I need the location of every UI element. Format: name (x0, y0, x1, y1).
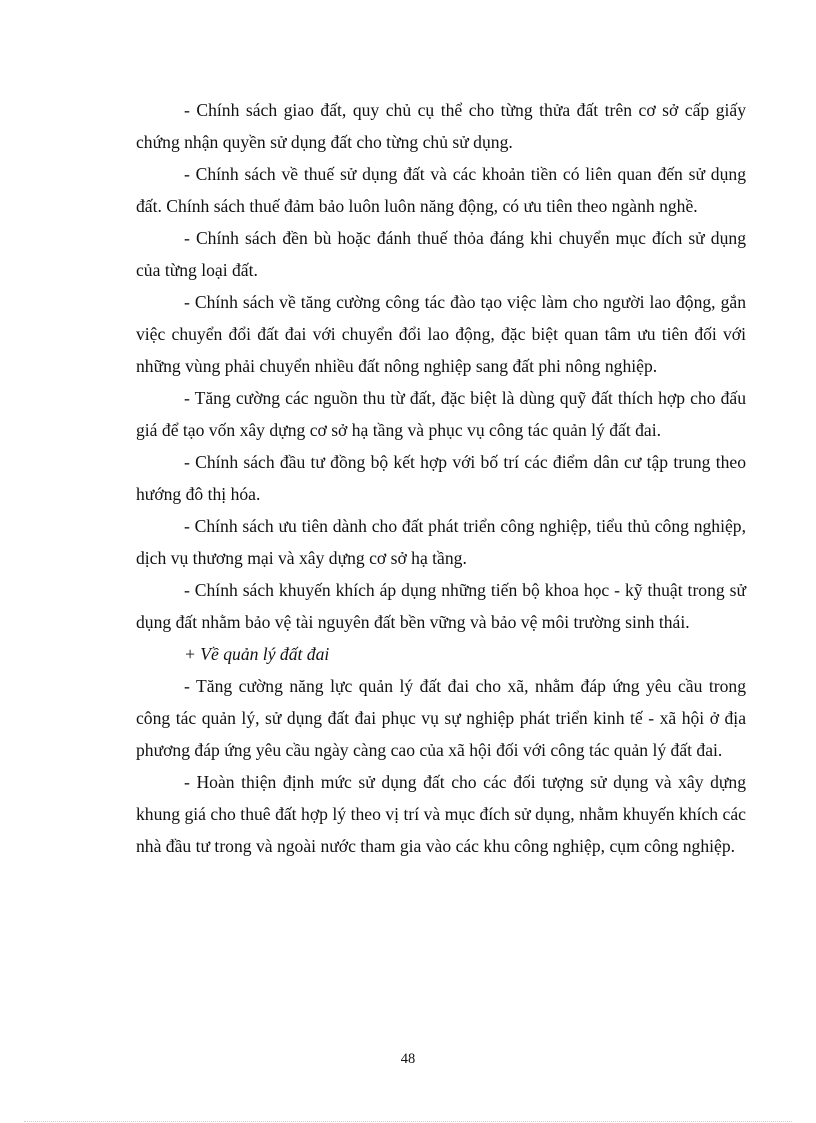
paragraph-job-training-policy: - Chính sách về tăng cường công tác đào tạo việc làm cho người lao động, gắn việc chuyển đổi đất đai với chuyển đổi lao động, đặc biệt quan tâm ưu tiên đối với những vùng phải chuyển nhiều đất nông nghiệp sang đất phi nông nghiệp. (136, 292, 746, 376)
paragraph-compensation-policy: - Chính sách đền bù hoặc đánh thuế thỏa đáng khi chuyển mục đích sử dụng của từng loại đất. (136, 228, 746, 280)
paragraph-management-capacity: - Tăng cường năng lực quản lý đất đai cho xã, nhằm đáp ứng yêu cầu trong công tác quản lý, sử dụng đất đai phục vụ sự nghiệp phát triển kinh tế - xã hội ở địa phương đáp ứng yêu cầu ngày càng cao của xã hội đối với công tác quản lý đất đai. (136, 676, 746, 760)
paragraph-industrial-priority-policy: - Chính sách ưu tiên dành cho đất phát triển công nghiệp, tiểu thủ công nghiệp, dịch vụ thương mại và xây dựng cơ sở hạ tầng. (136, 516, 746, 568)
paragraph-investment-policy: - Chính sách đầu tư đồng bộ kết hợp với bố trí các điểm dân cư tập trung theo hướng đô thị hóa. (136, 452, 746, 504)
section-heading-land-management: + Về quản lý đất đai (184, 644, 330, 664)
paragraph-land-revenue: - Tăng cường các nguồn thu từ đất, đặc biệt là dùng quỹ đất thích hợp cho đấu giá để tạo vốn xây dựng cơ sở hạ tầng và phục vụ công tác quản lý đất đai. (136, 388, 746, 440)
page-body (136, 94, 746, 862)
paragraph-land-tax-policy: - Chính sách về thuế sử dụng đất và các khoản tiền có liên quan đến sử dụng đất. Chính sách thuế đảm bảo luôn luôn năng động, có ưu tiên theo ngành nghề. (136, 164, 746, 216)
paragraph-land-allocation-policy: - Chính sách giao đất, quy chủ cụ thể cho từng thửa đất trên cơ sở cấp giấy chứng nhận quyền sử dụng đất cho từng chủ sử dụng. (136, 100, 746, 152)
paragraph-land-use-norms: - Hoàn thiện định mức sử dụng đất cho các đối tượng sử dụng và xây dựng khung giá cho thuê đất hợp lý theo vị trí và mục đích sử dụng, nhằm khuyến khích các nhà đầu tư trong và ngoài nước tham gia vào các khu công nghiệp, cụm công nghiệp. (136, 772, 746, 856)
paragraph-technology-policy: - Chính sách khuyến khích áp dụng những tiến bộ khoa học - kỹ thuật trong sử dụng đất nhằm bảo vệ tài nguyên đất bền vững và bảo vệ môi trường sinh thái. (136, 580, 746, 632)
page-number: 48 (400, 1051, 416, 1067)
page-bottom-divider (24, 1121, 792, 1122)
